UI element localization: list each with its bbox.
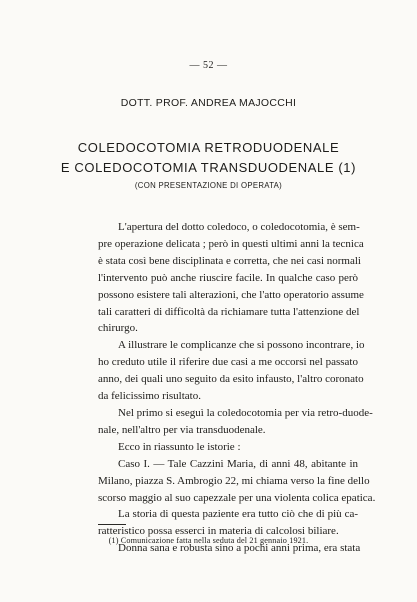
body-line: ratteristico possa esserci in materia di calcolosi biliare. <box>98 525 339 538</box>
body-line: nale, nell'altro per via transduodenale. <box>98 423 266 436</box>
body-line: è stata così bene disciplinata e corretta, che nei casi normali <box>98 254 361 267</box>
body-line: Ecco in riassunto le istorie : <box>118 440 241 453</box>
title-line-1: COLEDOCOTOMIA RETRODUODENALE <box>77 140 340 155</box>
body-line: Caso I. — Tale Cazzini Maria, di anni 48, abitante in <box>118 457 358 470</box>
body-line: tali caratteri di difficoltà da richiamare tutta l'attenzione del <box>98 305 360 318</box>
body-line: chirurgo. <box>98 322 138 335</box>
body-line: possono esistere tali alterazioni, che l'atto operatorio assume <box>98 288 364 301</box>
page-number: — 52 — <box>189 60 228 71</box>
body-line: Donna sana e robusta sino a pochi anni prima, era stata <box>118 542 361 555</box>
footnote: (1) Comunicazione fatta nella seduta del 21 gennaio 1921. <box>108 536 309 545</box>
body-line: l'intervento può anche riuscire facile. In qualche caso però <box>98 271 358 284</box>
body-line: La storia di questa paziente era tutto ciò che di più ca- <box>118 508 358 521</box>
author-name: DOTT. PROF. ANDREA MAJOCCHI <box>120 97 297 109</box>
footnote-divider <box>98 524 126 525</box>
body-line: Milano, piazza S. Ambrogio 22, mi chiama verso la fine dello <box>98 474 370 487</box>
body-line: anno, dei quali uno seguito da esito infausto, l'altro coronato <box>98 373 364 386</box>
title-line-2: E COLEDOCOTOMIA TRANSDUODENALE (1) <box>60 160 357 175</box>
article-subtitle: (CON PRESENTAZIONE DI OPERATA) <box>134 181 283 190</box>
body-line: L'apertura del dotto coledoco, o coledocotomia, è sem- <box>118 221 360 233</box>
article-title <box>0 138 417 178</box>
body-text <box>98 219 376 557</box>
body-line: pre operazione delicata ; però in questi ultimi anni la tecnica <box>98 237 364 250</box>
body-line: Nel primo si eseguì la coledocotomia per via retro-duode- <box>118 406 373 419</box>
body-line: A illustrare le complicanze che si possono incontrare, io <box>118 339 365 352</box>
body-line: ho creduto utile il riferire due casi a me occorsi nel passato <box>98 356 358 369</box>
body-line: scorso maggio al suo capezzale per una violenta colica epatica. <box>98 491 376 504</box>
body-line: da felicissimo risultato. <box>98 390 201 403</box>
